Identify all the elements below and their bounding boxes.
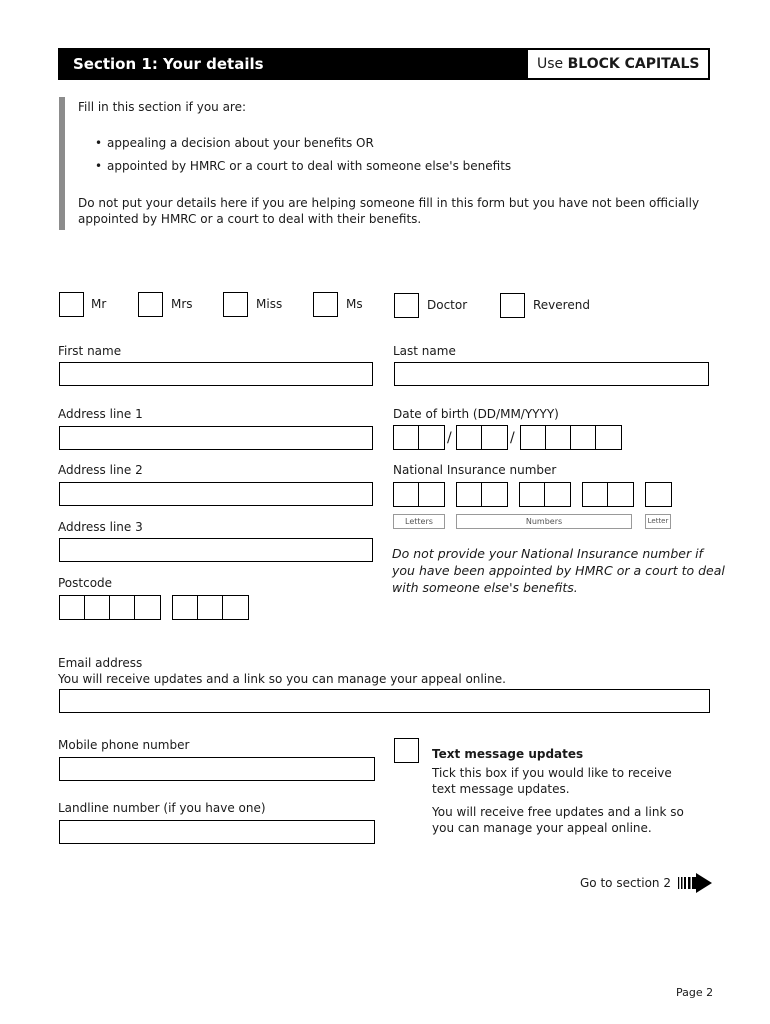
email-label: Email address xyxy=(58,656,143,670)
ni-warning: you have been appointed by HMRC or a court to deal xyxy=(392,563,725,578)
ni-letters-boxes[interactable] xyxy=(393,482,445,507)
text-updates-desc: You will receive free updates and a link so xyxy=(432,805,684,819)
title-mr-label: Mr xyxy=(91,297,107,311)
info-intro: Fill in this section if you are: xyxy=(78,100,247,114)
text-updates-desc: Tick this box if you would like to receive xyxy=(432,766,672,780)
postcode-outward-boxes[interactable] xyxy=(59,595,161,620)
title-mrs-checkbox[interactable] xyxy=(138,292,163,317)
address-line-3-label: Address line 3 xyxy=(58,520,143,534)
address-line-1-field[interactable] xyxy=(59,426,373,450)
ni-numbers-boxes-3[interactable] xyxy=(582,482,634,507)
title-reverend-checkbox[interactable] xyxy=(500,293,525,318)
address-line-3-field[interactable] xyxy=(59,538,373,562)
ni-number-label: National Insurance number xyxy=(393,463,557,477)
dob-day-boxes[interactable] xyxy=(393,425,445,450)
address-line-2-label: Address line 2 xyxy=(58,463,143,477)
go-to-section-2-link[interactable]: Go to section 2 xyxy=(580,876,671,890)
info-bullet: • appointed by HMRC or a court to deal with someone else's benefits xyxy=(107,158,511,174)
ni-warning: Do not provide your National Insurance number if xyxy=(392,546,703,561)
title-ms-checkbox[interactable] xyxy=(313,292,338,317)
ni-final-letter-box[interactable] xyxy=(645,482,672,507)
landline-label: Landline number (if you have one) xyxy=(58,801,266,815)
ni-warning: with someone else's benefits. xyxy=(392,580,578,595)
address-line-1-label: Address line 1 xyxy=(58,407,143,421)
ni-numbers-boxes-1[interactable] xyxy=(456,482,508,507)
block-capitals-notice: Use BLOCK CAPITALS xyxy=(527,49,709,79)
arrow-right-icon[interactable] xyxy=(678,873,712,893)
postcode-inward-boxes[interactable] xyxy=(172,595,249,620)
dob-separator: / xyxy=(447,430,452,446)
first-name-field[interactable] xyxy=(59,362,373,386)
title-ms-label: Ms xyxy=(346,297,363,311)
text-updates-title: Text message updates xyxy=(432,747,584,761)
title-miss-label: Miss xyxy=(256,297,283,311)
dob-label: Date of birth (DD/MM/YYYY) xyxy=(393,407,559,421)
title-doctor-checkbox[interactable] xyxy=(394,293,419,318)
text-updates-desc: you can manage your appeal online. xyxy=(432,821,652,835)
text-updates-desc: text message updates. xyxy=(432,782,570,796)
dob-month-boxes[interactable] xyxy=(456,425,508,450)
title-mr-checkbox[interactable] xyxy=(59,292,84,317)
info-note: Do not put your details here if you are helping someone fill in this form but you have not been officially xyxy=(78,196,700,210)
title-mrs-label: Mrs xyxy=(171,297,193,311)
ni-letter-hint: Letter xyxy=(645,514,671,529)
mobile-label: Mobile phone number xyxy=(58,738,190,752)
postcode-label: Postcode xyxy=(58,576,113,590)
mobile-field[interactable] xyxy=(59,757,375,781)
info-bullet: • appealing a decision about your benefits OR xyxy=(107,135,374,151)
section-title: Section 1: Your details xyxy=(73,55,264,73)
dob-separator: / xyxy=(510,430,515,446)
last-name-label: Last name xyxy=(393,344,456,358)
landline-field[interactable] xyxy=(59,820,375,844)
ni-letters-hint: Letters xyxy=(393,514,445,529)
info-panel-stripe xyxy=(59,97,65,230)
dob-year-boxes[interactable] xyxy=(520,425,622,450)
info-note: appointed by HMRC or a court to deal with their benefits. xyxy=(78,212,422,226)
ni-numbers-hint: Numbers xyxy=(456,514,632,529)
email-field[interactable] xyxy=(59,689,710,713)
address-line-2-field[interactable] xyxy=(59,482,373,506)
title-miss-checkbox[interactable] xyxy=(223,292,248,317)
title-reverend-label: Reverend xyxy=(533,298,590,312)
title-doctor-label: Doctor xyxy=(427,298,468,312)
ni-numbers-boxes-2[interactable] xyxy=(519,482,571,507)
first-name-label: First name xyxy=(58,344,122,358)
text-updates-checkbox[interactable] xyxy=(394,738,419,763)
email-hint: You will receive updates and a link so you can manage your appeal online. xyxy=(58,672,506,686)
last-name-field[interactable] xyxy=(394,362,709,386)
page-number: Page 2 xyxy=(676,986,714,999)
